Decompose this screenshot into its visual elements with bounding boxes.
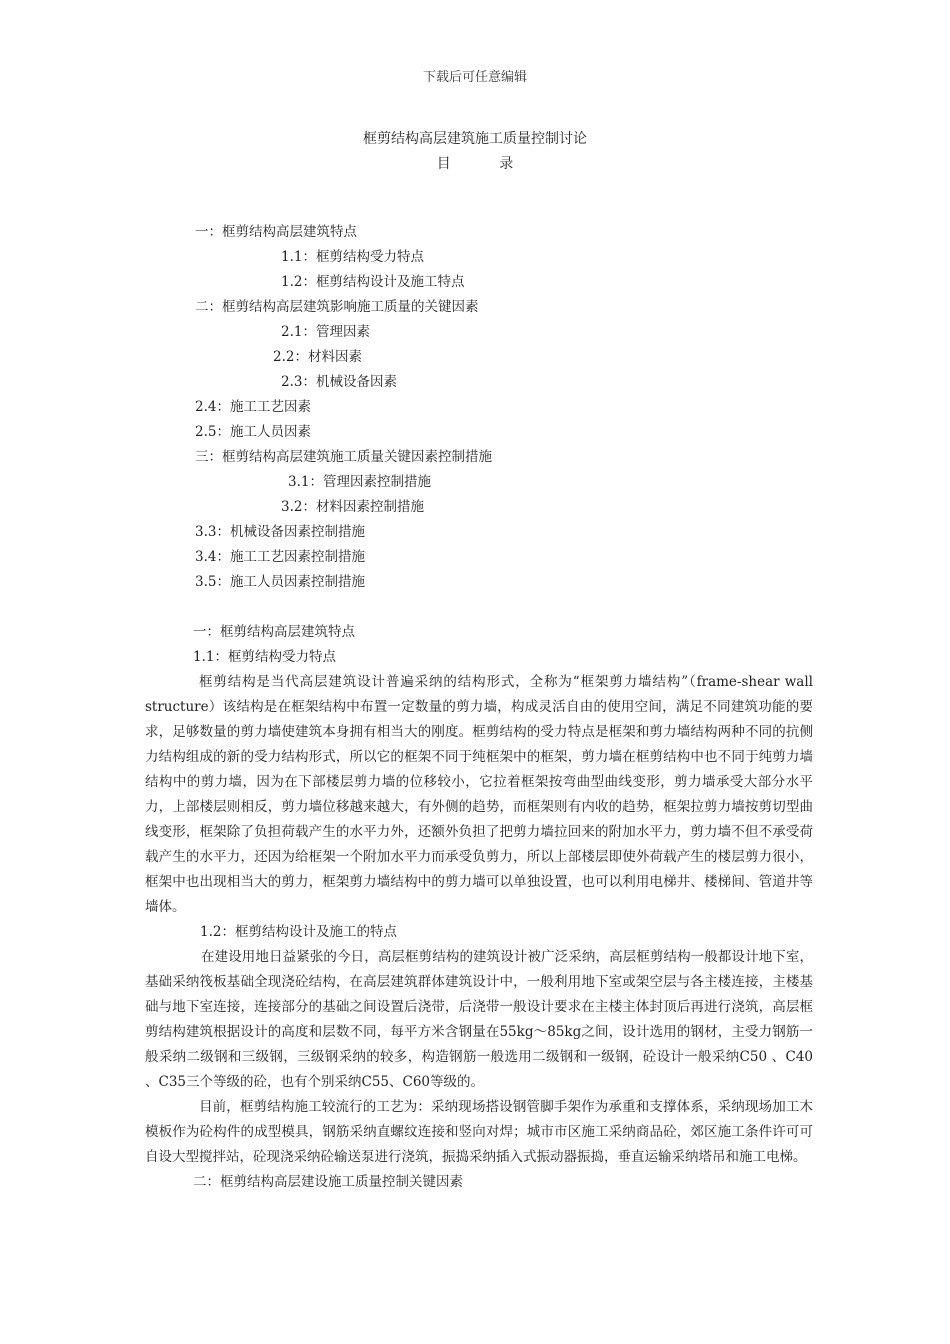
- toc-item: 2.4：施工工艺因素: [195, 399, 311, 415]
- toc-item: 1.2：框剪结构设计及施工特点: [281, 274, 465, 290]
- toc-item: 2.2：材料因素: [273, 349, 362, 365]
- section-heading: 一：框剪结构高层建筑特点: [193, 624, 355, 640]
- toc-item: 3.2：材料因素控制措施: [281, 499, 424, 515]
- toc-item: 2.3：机械设备因素: [281, 374, 397, 390]
- toc-item: 二：框剪结构高层建筑影响施工质量的关键因素: [195, 299, 479, 315]
- toc-item: 3.3：机械设备因素控制措施: [195, 524, 365, 540]
- paragraph: 目前，框剪结构施工较流行的工艺为：采纳现场搭设钢管脚手架作为承重和支撑体系，采纳现场加工木模板作为砼构件的成型模具，钢筋采纳直螺纹连接和竖向对焊；城市市区施工采纳商品砼，郊区施工条件许可可自设大型搅拌站，砼现浇采纳砼输送泵进行浇筑，振捣采纳插入式振动器振捣，垂直运输采纳塔吊和施工电梯。: [145, 1099, 813, 1165]
- toc-item: 3.4：施工工艺因素控制措施: [195, 549, 365, 565]
- toc-item: 3.1：管理因素控制措施: [288, 474, 431, 490]
- toc-item: 3.5：施工人员因素控制措施: [195, 574, 365, 590]
- section-heading: 二：框剪结构高层建设施工质量控制关键因素: [193, 1174, 463, 1190]
- toc-item: 一：框剪结构高层建筑特点: [195, 224, 357, 240]
- header-note: 下载后可任意编辑: [422, 70, 527, 85]
- toc-item: 三：框剪结构高层建筑施工质量关键因素控制措施: [195, 449, 492, 465]
- toc-item: 2.1：管理因素: [281, 324, 370, 340]
- toc-item: 1.1：框剪结构受力特点: [281, 249, 424, 265]
- toc-item: 2.5：施工人员因素: [195, 424, 311, 440]
- subsection-heading: 1.2：框剪结构设计及施工的特点: [200, 924, 397, 940]
- paragraph: 在建设用地日益紧张的今日，高层框剪结构的建筑设计被广泛采纳，高层框剪结构一般都设计地下室，基础采纳筏板基础全现浇砼结构，在高层建筑群体建筑设计中，一般利用地下室或架空层与各主楼连接，主楼基础与地下室连接，连接部分的基础之间设置后浇带，后浇带一般设计要求在主楼主体封顶后再进行浇筑，高层框剪结构建筑根据设计的高度和层数不同，每平方米含钢量在55kg～85kg之间，设计选用的钢材，主受力钢筋一般采纳二级钢和三级钢，三级钢采纳的较多，构造钢筋一般选用二级钢和一级钢，砼设计一般采纳C50 、C40 、C35三个等级的砼，也有个别采纳C55、C60等级的。: [145, 949, 813, 1090]
- subsection-heading: 1.1：框剪结构受力特点: [193, 649, 336, 665]
- toc-heading: 目 录: [436, 156, 536, 172]
- document-title: 框剪结构高层建筑施工质量控制讨论: [363, 131, 587, 147]
- document-body: [145, 620, 813, 1195]
- paragraph: 框剪结构是当代高层建筑设计普遍采纳的结构形式，全称为“框架剪力墙结构”（frame-shear wall structure）该结构是在框架结构中布置一定数量的剪力墙，构成灵活自由的使用空间，满足不同建筑功能的要求，足够数量的剪力墙使建筑本身拥有相当大的刚度。框剪结构的受力特点是框架和剪力墙结构两种不同的抗侧力结构组成的新的受力结构形式，所以它的框架不同于纯框架中的框架，剪力墙在框剪结构中也不同于纯剪力墙结构中的剪力墙，因为在下部楼层剪力墙的位移较小，它拉着框架按弯曲型曲线变形，剪力墙承受大部分水平力，上部楼层则相反，剪力墙位移越来越大，有外侧的趋势，而框架则有内收的趋势，框架拉剪力墙按剪切型曲线变形，框架除了负担荷载产生的水平力外，还额外负担了把剪力墙拉回来的附加水平力，剪力墙不但不承受荷载产生的水平力，还因为给框架一个附加水平力而承受负剪力，所以上部楼层即使外荷载产生的楼层剪力很小，框架中也出现相当大的剪力，框架剪力墙结构中的剪力墙可以单独设置，也可以利用电梯井、楼梯间、管道井等墙体。: [145, 674, 813, 915]
